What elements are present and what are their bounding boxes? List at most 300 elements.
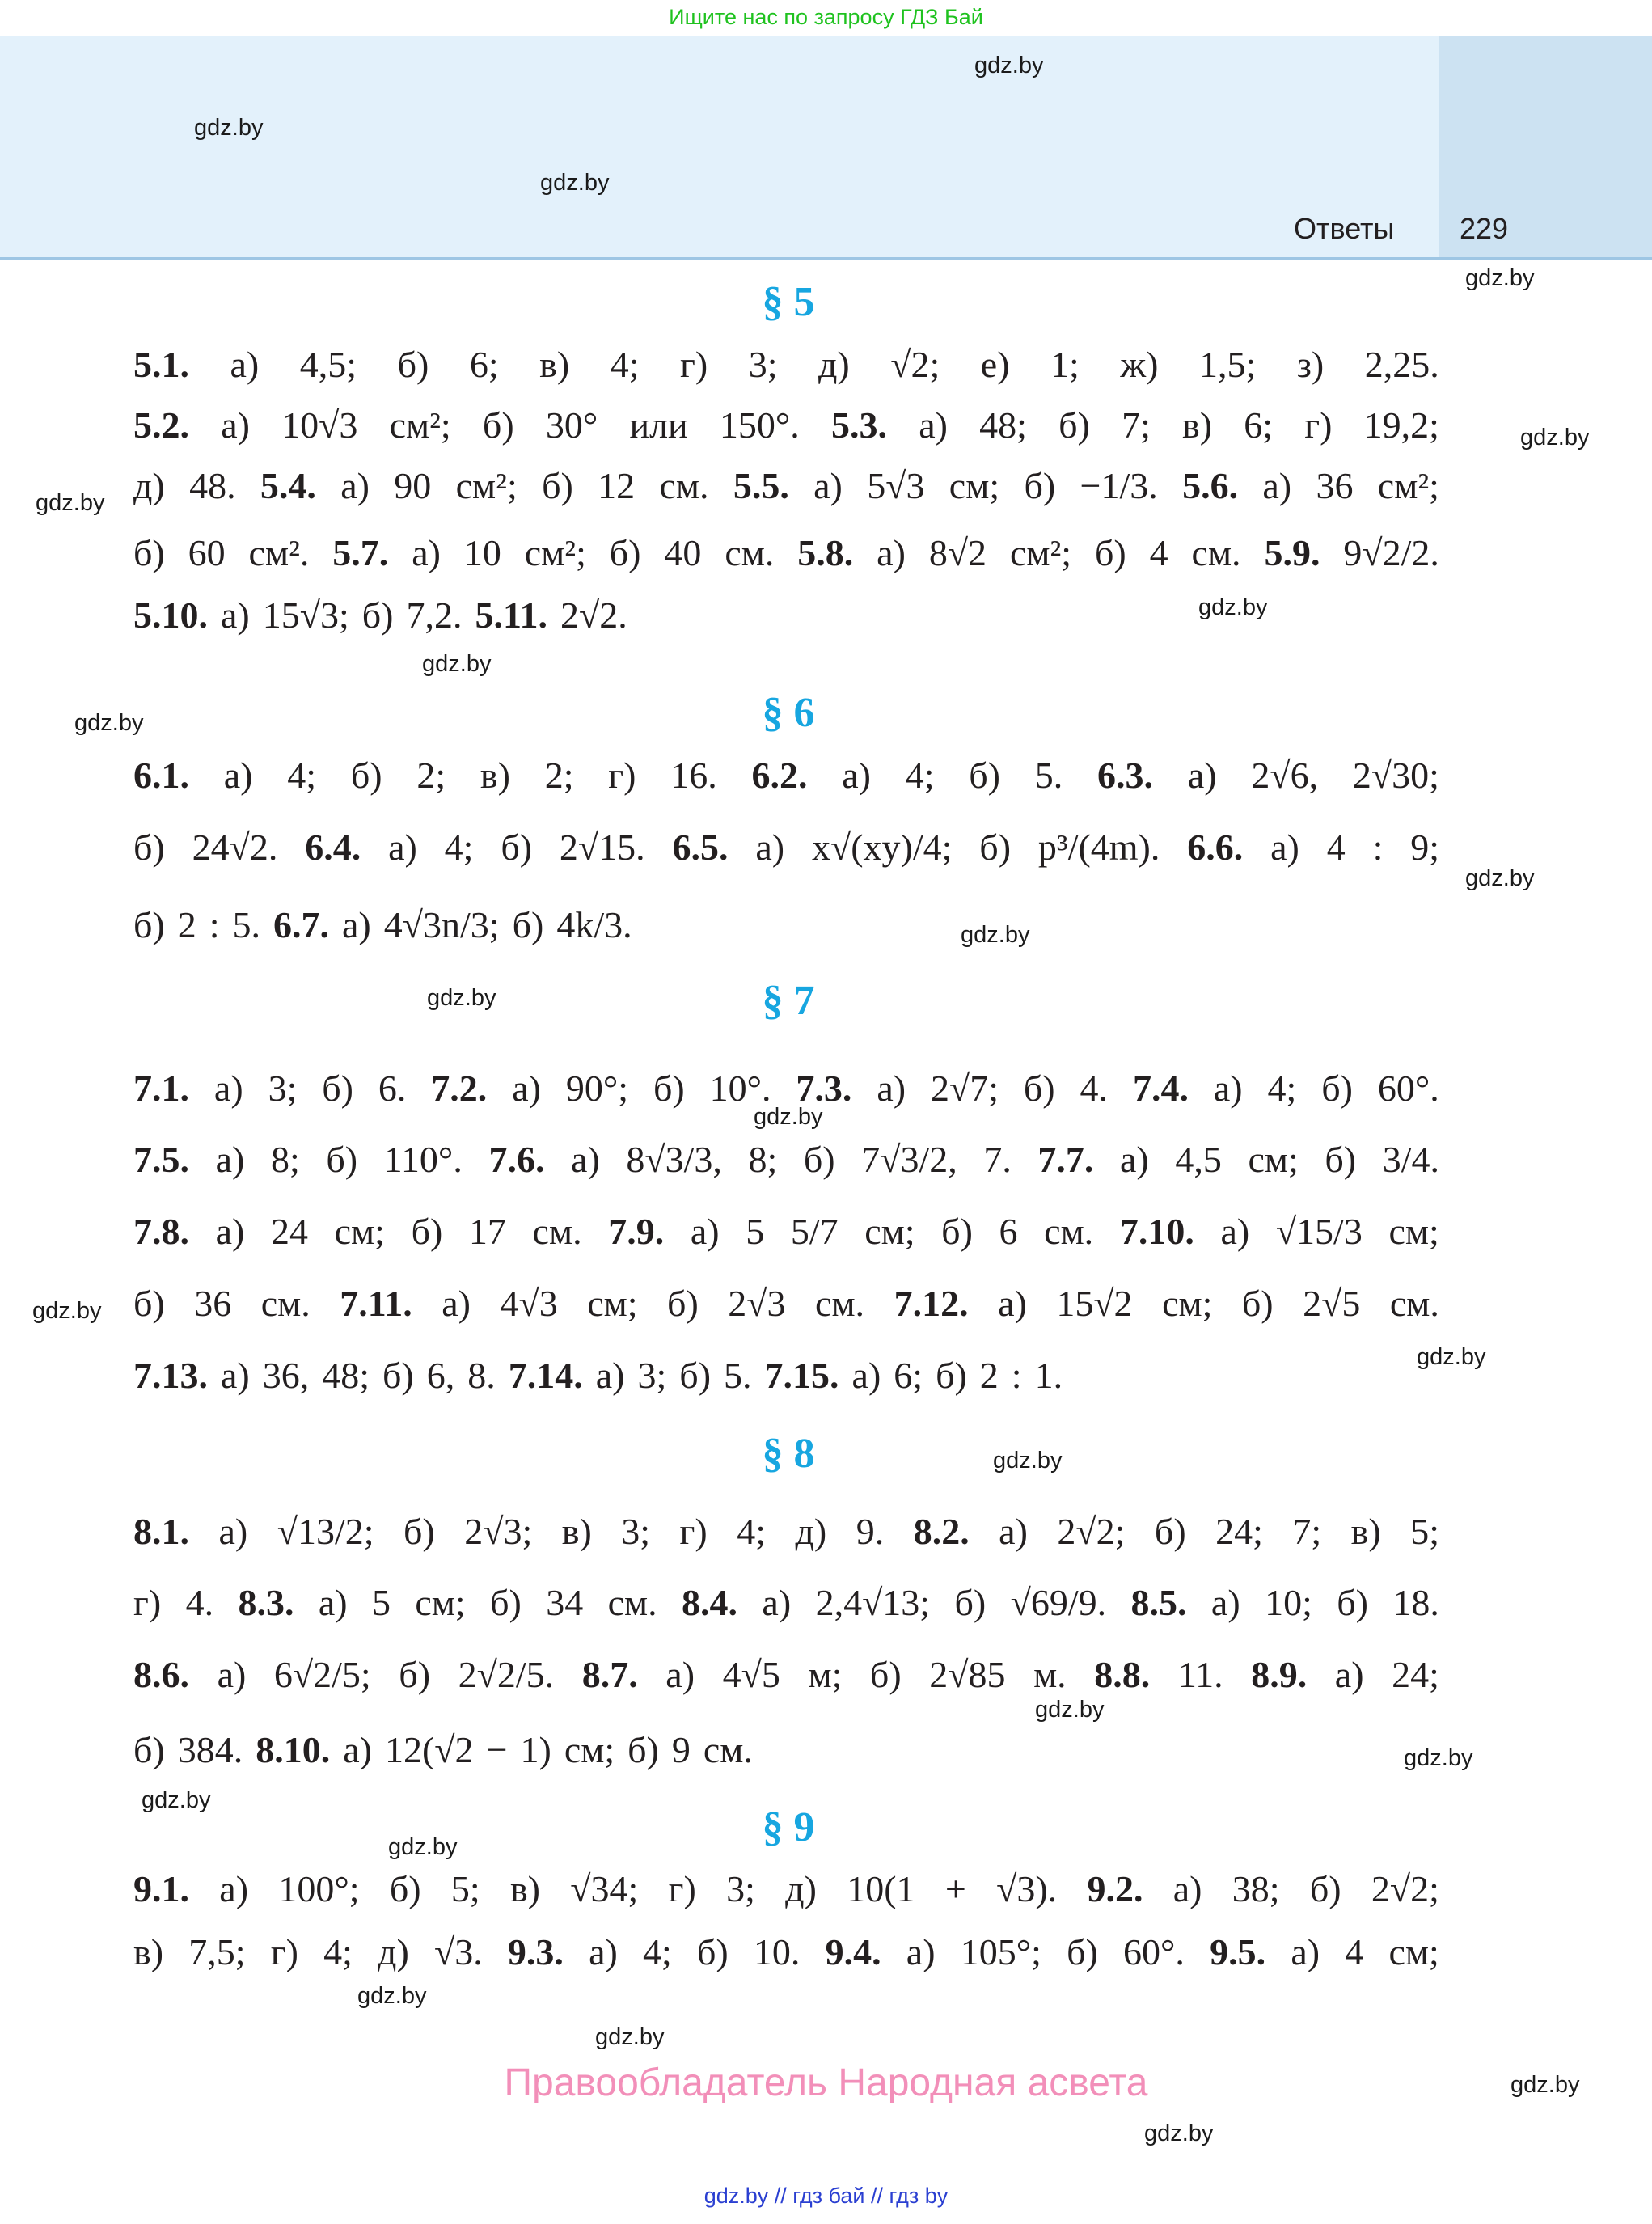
answer-token: г)	[1304, 404, 1333, 446]
answer-token: √3).	[996, 1867, 1058, 1909]
answer-token: 5;	[1410, 1510, 1439, 1552]
answer-token: 7.1.	[133, 1067, 189, 1109]
answer-token: б)	[322, 1067, 353, 1109]
watermark: gdz.by	[1510, 2072, 1580, 2098]
answer-token: :	[1011, 1354, 1022, 1396]
answer-token: а)	[340, 464, 370, 506]
answer-token: 36	[1316, 464, 1354, 506]
answer-token: 7.14.	[508, 1354, 583, 1396]
answer-token: 2√5	[1303, 1282, 1361, 1324]
answer-token: а)	[215, 1138, 245, 1180]
answer-token: 38;	[1232, 1867, 1280, 1909]
answer-token: 4√3	[500, 1282, 558, 1324]
answer-token: г)	[668, 1867, 696, 1909]
answer-line	[133, 1574, 1439, 1630]
answer-token: 4.	[185, 1581, 214, 1623]
answer-line	[133, 1860, 1439, 1917]
answer-token: 5.11.	[475, 594, 547, 636]
answer-token: см;	[587, 1282, 638, 1324]
answer-token: 7,5;	[188, 1930, 246, 1972]
answer-token: 3;	[748, 343, 778, 385]
answer-token: а)	[1334, 1653, 1364, 1695]
answer-token: 10;	[1265, 1581, 1312, 1623]
answer-token: 8.8.	[1094, 1653, 1151, 1695]
answer-token: см;	[415, 1581, 466, 1623]
answer-token: а)	[1172, 1867, 1202, 1909]
watermark: gdz.by	[961, 922, 1030, 948]
answer-token: а)	[842, 754, 871, 796]
running-head: Ответы	[1294, 212, 1395, 245]
watermark: gdz.by	[1520, 425, 1590, 450]
answer-line	[133, 896, 1439, 953]
answer-token: а)	[1220, 1210, 1250, 1252]
answer-token: :	[209, 903, 220, 945]
answer-token: б)	[653, 1067, 685, 1109]
answer-token: 8.2.	[913, 1510, 970, 1552]
answer-token: а)	[998, 1282, 1027, 1324]
answer-token: а)	[665, 1653, 695, 1695]
section-heading: § 9	[762, 1804, 815, 1850]
answer-token: √2;	[890, 343, 940, 385]
watermark: gdz.by	[422, 651, 492, 677]
answer-token: см²;	[1377, 464, 1439, 506]
watermark: gdz.by	[74, 710, 144, 736]
answer-token: 1;	[1050, 343, 1080, 385]
answer-token: 7.2.	[431, 1067, 488, 1109]
answer-token: б)	[133, 903, 165, 945]
answer-token: 34	[546, 1581, 584, 1623]
answer-token: 4;	[287, 754, 317, 796]
answer-token: см.	[1191, 531, 1241, 573]
answer-token: а)	[919, 404, 948, 446]
watermark: gdz.by	[194, 115, 264, 141]
answer-token: 17	[468, 1210, 506, 1252]
watermark: gdz.by	[1035, 1697, 1105, 1723]
answer-token: а)	[589, 1930, 618, 1972]
answer-token: 2,4√13;	[815, 1581, 931, 1623]
answer-token: 8.9.	[1251, 1653, 1308, 1695]
bottom-banner: gdz.by // гдз бай // гдз by	[703, 2184, 949, 2208]
answer-token: −	[486, 1728, 508, 1770]
answer-token: б)	[941, 1210, 973, 1252]
answer-token: в)	[561, 1510, 592, 1552]
section-heading: § 7	[762, 978, 815, 1024]
answer-token: а)	[221, 1354, 250, 1396]
answer-token: 6√2/5;	[273, 1653, 371, 1695]
answer-token: 5;	[450, 1867, 480, 1909]
answer-token: а)	[342, 903, 371, 945]
answer-token: б)	[350, 754, 382, 796]
answer-line	[133, 1503, 1439, 1559]
answer-token: см.	[725, 531, 775, 573]
answer-token: б)	[326, 1138, 358, 1180]
answer-token: см.	[260, 1282, 311, 1324]
answer-token: 8.10.	[256, 1728, 331, 1770]
answer-token: д)	[785, 1867, 817, 1909]
answer-token: а)	[442, 1282, 471, 1324]
answer-token: а)	[813, 464, 843, 506]
watermark: gdz.by	[388, 1834, 458, 1860]
answer-token: 6.2.	[751, 754, 808, 796]
answer-token: г)	[679, 1510, 708, 1552]
answer-token: б)	[397, 343, 429, 385]
answer-token: 5.6.	[1182, 464, 1239, 506]
answer-token: б)	[399, 1653, 431, 1695]
answer-token: 15√3;	[262, 594, 349, 636]
answer-token: 60°.	[1123, 1930, 1185, 1972]
answer-token: б)	[969, 754, 1001, 796]
answer-token: 8.	[467, 1354, 496, 1396]
answer-token: 7;	[1292, 1510, 1322, 1552]
answer-token: p³/(4m).	[1037, 826, 1160, 868]
answer-token: а)	[218, 1510, 248, 1552]
section-heading: § 5	[762, 279, 815, 325]
answer-token: 2	[979, 1354, 999, 1396]
answer-token: 8.4.	[682, 1581, 738, 1623]
watermark: gdz.by	[1198, 594, 1268, 620]
answer-token: x√(xy)/4;	[811, 826, 953, 868]
answer-token: 24;	[1392, 1653, 1439, 1695]
top-banner: Ищите нас по запросу ГДЗ Бай	[669, 5, 983, 29]
answer-token: 10√3	[281, 404, 358, 446]
answer-token: см;	[1162, 1282, 1213, 1324]
answer-token: 5.	[724, 1354, 752, 1396]
answer-token: б)	[133, 1282, 165, 1324]
answer-token: б)	[679, 1354, 712, 1396]
watermark: gdz.by	[142, 1787, 211, 1813]
answer-token: :	[1372, 826, 1384, 868]
answer-token: 48;	[979, 404, 1027, 446]
answer-token: 6.1.	[133, 754, 189, 796]
answer-token: б)	[411, 1210, 443, 1252]
answer-token: 1.	[1034, 1354, 1063, 1396]
answer-token: 4√5	[722, 1653, 780, 1695]
answer-token: см.	[607, 1581, 657, 1623]
answer-token: 100°;	[278, 1867, 360, 1909]
answer-token: а)	[595, 1354, 625, 1396]
answer-token: 8.1.	[133, 1510, 189, 1552]
answer-token: −1/3.	[1080, 464, 1158, 506]
answer-token: 60	[188, 531, 226, 573]
answer-token: в)	[509, 1867, 540, 1909]
answer-line	[133, 1059, 1439, 1116]
answer-token: 90	[394, 464, 432, 506]
answer-token: 5.4.	[260, 464, 316, 506]
answer-token: в)	[1350, 1510, 1381, 1552]
answer-token: 9.5.	[1210, 1930, 1266, 1972]
answer-token: а)	[512, 1067, 541, 1109]
answer-token: а)	[343, 1728, 372, 1770]
answer-token: б)	[1023, 1067, 1055, 1109]
answer-token: 1)	[520, 1728, 551, 1770]
answer-line	[133, 1203, 1439, 1259]
answer-token: а)	[213, 1067, 243, 1109]
answer-token: г)	[679, 343, 708, 385]
answer-token: а)	[1262, 464, 1292, 506]
answer-token: 4√3n/3;	[383, 903, 500, 945]
answer-token: б)	[501, 826, 533, 868]
answer-token: 9	[671, 1728, 691, 1770]
answer-token: а)	[1270, 826, 1299, 868]
answer-token: 24√2.	[192, 826, 278, 868]
answer-token: 2√85	[929, 1653, 1006, 1695]
answer-token: а)	[877, 531, 906, 573]
answer-token: а)	[215, 1210, 245, 1252]
answer-token: 150°.	[719, 404, 800, 446]
answer-token: см.	[1044, 1210, 1094, 1252]
answer-token: б)	[389, 1867, 421, 1909]
answer-token: 4,5	[1175, 1138, 1222, 1180]
answer-line	[133, 586, 1439, 643]
answer-token: 2√2;	[1371, 1867, 1439, 1909]
answer-token: 2√3	[728, 1282, 786, 1324]
answer-line	[133, 1646, 1439, 1702]
answer-token: 9.	[856, 1510, 885, 1552]
answer-token: 10°.	[709, 1067, 771, 1109]
answer-token: 30°	[545, 404, 598, 446]
answer-token: б)	[1241, 1282, 1274, 1324]
answer-token: 2√30;	[1352, 754, 1439, 796]
answer-token: 5.1.	[133, 343, 189, 385]
answer-token: б)	[133, 1728, 165, 1770]
answer-token: 4,5;	[299, 343, 357, 385]
answer-token: б)	[1067, 1930, 1098, 1972]
answer-token: е)	[980, 343, 1010, 385]
answer-token: 2√2.	[560, 594, 627, 636]
answer-token: а)	[230, 343, 260, 385]
answer-token: в)	[480, 754, 510, 796]
answer-token: 4;	[1267, 1067, 1297, 1109]
answer-token: 5/7	[790, 1210, 839, 1252]
watermark: gdz.by	[1417, 1344, 1486, 1370]
answer-token: 5.3.	[830, 404, 887, 446]
answer-token: м;	[808, 1653, 843, 1695]
answer-token: 4;	[323, 1930, 353, 1972]
answer-token: б)	[697, 1930, 729, 1972]
answer-token: см.	[815, 1282, 865, 1324]
answer-token: д)	[818, 343, 850, 385]
answer-token: 9.3.	[507, 1930, 564, 1972]
answer-token: 3;	[637, 1354, 667, 1396]
answer-token: см;	[1388, 1210, 1439, 1252]
answer-token: а)	[906, 1930, 936, 1972]
answer-token: 19,2;	[1363, 404, 1439, 446]
answer-token: б)	[361, 594, 394, 636]
answer-token: б)	[482, 404, 514, 446]
answer-token: 5.	[1034, 754, 1063, 796]
answer-token: 7.13.	[133, 1354, 208, 1396]
answer-token: 2	[177, 903, 196, 945]
answer-token: б)	[1337, 1581, 1368, 1623]
answer-token: в)	[1182, 404, 1213, 446]
answer-token: 2√7;	[930, 1067, 999, 1109]
answer-token: 6.4.	[305, 826, 361, 868]
header-band	[0, 36, 1439, 259]
answer-token: 8.3.	[238, 1581, 294, 1623]
answer-token: 6.6.	[1187, 826, 1244, 868]
answer-token: 5	[372, 1581, 391, 1623]
watermark: gdz.by	[754, 1104, 823, 1130]
answer-token: 5	[746, 1210, 765, 1252]
answer-line	[133, 818, 1439, 875]
answer-token: а)	[877, 1067, 906, 1109]
answer-token: а)	[1291, 1930, 1320, 1972]
answer-token: б)	[382, 1354, 414, 1396]
answer-token: 2;	[416, 754, 446, 796]
answer-token: б)	[954, 1581, 987, 1623]
answer-token: г)	[608, 754, 636, 796]
answer-token: 2√6,	[1251, 754, 1319, 796]
answer-token: 7.4.	[1132, 1067, 1189, 1109]
answer-token: 5.10.	[133, 594, 208, 636]
answer-line	[133, 336, 1439, 392]
answer-token: а)	[388, 826, 417, 868]
answer-token: см;	[564, 1728, 615, 1770]
answer-token: в)	[133, 1930, 164, 1972]
answer-token: б)	[1325, 1138, 1357, 1180]
answer-token: 12(√2	[384, 1728, 474, 1770]
answer-token: д)	[133, 464, 165, 506]
answer-token: 3/4.	[1382, 1138, 1439, 1180]
answer-token: 6;	[894, 1354, 923, 1396]
answer-token: см²;	[455, 464, 518, 506]
answer-token: а)	[1187, 754, 1217, 796]
answer-token: а)	[999, 1510, 1028, 1552]
watermark: gdz.by	[32, 1298, 102, 1324]
answer-token: 5√3	[867, 464, 925, 506]
answer-token: 36,	[262, 1354, 310, 1396]
answer-token: см²;	[389, 404, 451, 446]
answer-token: з)	[1296, 343, 1325, 385]
answer-token: 4	[1149, 531, 1168, 573]
answer-token: 7.10.	[1119, 1210, 1194, 1252]
answer-token: 7.12.	[894, 1282, 969, 1324]
answer-token: 8.7.	[581, 1653, 638, 1695]
answer-token: 4.	[1080, 1067, 1109, 1109]
answer-token: б)	[609, 531, 641, 573]
answer-token: 7√3/2,	[861, 1138, 957, 1180]
watermark: gdz.by	[357, 1983, 427, 2009]
answer-token: г)	[133, 1581, 162, 1623]
answer-token: 5.7.	[332, 531, 389, 573]
answer-token: 9.1.	[133, 1867, 189, 1909]
answer-token: √34;	[570, 1867, 639, 1909]
answer-token: 18.	[1392, 1581, 1439, 1623]
answer-token: 4;	[905, 754, 935, 796]
answer-token: 7.5.	[133, 1138, 189, 1180]
answer-token: 5.	[232, 903, 261, 945]
answer-token: 9.2.	[1087, 1867, 1143, 1909]
section-heading: § 6	[762, 690, 815, 736]
answer-token: 2√2;	[1057, 1510, 1126, 1552]
answer-token: б)	[1024, 464, 1056, 506]
answer-token: см.	[703, 1728, 753, 1770]
answer-token: √3.	[433, 1930, 483, 1972]
answer-token: 36	[194, 1282, 232, 1324]
watermark: gdz.by	[993, 1448, 1063, 1474]
answer-token: а)	[221, 404, 250, 446]
answer-token: м.	[1033, 1653, 1067, 1695]
answer-token: +	[944, 1867, 966, 1909]
answer-token: см.	[1389, 1282, 1439, 1324]
section-heading: § 8	[762, 1431, 815, 1477]
answer-token: в)	[539, 343, 570, 385]
answer-token: 2√3;	[464, 1510, 533, 1552]
answer-token: 2;	[544, 754, 574, 796]
answer-token: 4	[1345, 1930, 1364, 1972]
answer-token: 5.5.	[733, 464, 789, 506]
answer-token: 12	[598, 464, 636, 506]
watermark: gdz.by	[540, 170, 610, 196]
answer-token: 48.	[189, 464, 236, 506]
answer-token: 40	[664, 531, 702, 573]
answer-token: а)	[219, 1867, 249, 1909]
answer-token: 3;	[621, 1510, 651, 1552]
answer-token: 2√2/5.	[458, 1653, 555, 1695]
watermark: gdz.by	[595, 2024, 665, 2050]
answer-token: б)	[490, 1581, 522, 1623]
answer-token: б)	[133, 826, 165, 868]
answer-token: б)	[1058, 404, 1090, 446]
answer-token: 9√2/2.	[1343, 531, 1439, 573]
answer-token: см;	[949, 464, 1000, 506]
answer-token: 60°.	[1377, 1067, 1439, 1109]
answer-token: 2,25.	[1364, 343, 1439, 385]
answer-line	[133, 524, 1439, 581]
answer-token: 7.9.	[608, 1210, 665, 1252]
answer-token: см.	[659, 464, 709, 506]
answer-token: см²;	[1009, 531, 1072, 573]
answer-token: 7.8.	[133, 1210, 189, 1252]
answer-token: см²;	[524, 531, 586, 573]
answer-line	[133, 1721, 1439, 1778]
answer-token: 3;	[268, 1067, 298, 1109]
answer-token: см;	[864, 1210, 915, 1252]
answer-token: б)	[542, 464, 573, 506]
answer-token: 11.	[1177, 1653, 1223, 1695]
answer-token: 8√2	[928, 531, 987, 573]
answer-token: б)	[979, 826, 1012, 868]
answer-token: см;	[1388, 1930, 1439, 1972]
answer-token: д)	[378, 1930, 409, 1972]
answer-token: а)	[221, 594, 250, 636]
answer-token: 4;	[610, 343, 640, 385]
answer-token: см;	[334, 1210, 385, 1252]
answer-token: 7,2.	[406, 594, 463, 636]
answer-token: б)	[1309, 1867, 1341, 1909]
answer-line	[133, 1923, 1439, 1980]
answer-token: 7.15.	[764, 1354, 839, 1396]
answer-token: б)	[627, 1728, 659, 1770]
answer-token: 6.	[378, 1067, 407, 1109]
answer-token: 7.	[983, 1138, 1012, 1180]
answer-token: а)	[1210, 1581, 1240, 1623]
answer-token: см.	[532, 1210, 582, 1252]
answer-token: 4;	[737, 1510, 766, 1552]
answer-token: 7.3.	[796, 1067, 852, 1109]
answer-token: б)	[803, 1138, 835, 1180]
answer-token: а)	[755, 826, 785, 868]
answer-token: 4	[1326, 826, 1346, 868]
answer-token: 10	[463, 531, 501, 573]
answer-token: или	[629, 404, 688, 446]
answer-token: 6,	[426, 1354, 455, 1396]
answer-token: 5.2.	[133, 404, 189, 446]
answer-token: а)	[217, 1653, 247, 1695]
watermark: gdz.by	[36, 490, 105, 516]
answer-token: √15/3	[1275, 1210, 1363, 1252]
answer-token: 8.5.	[1130, 1581, 1187, 1623]
